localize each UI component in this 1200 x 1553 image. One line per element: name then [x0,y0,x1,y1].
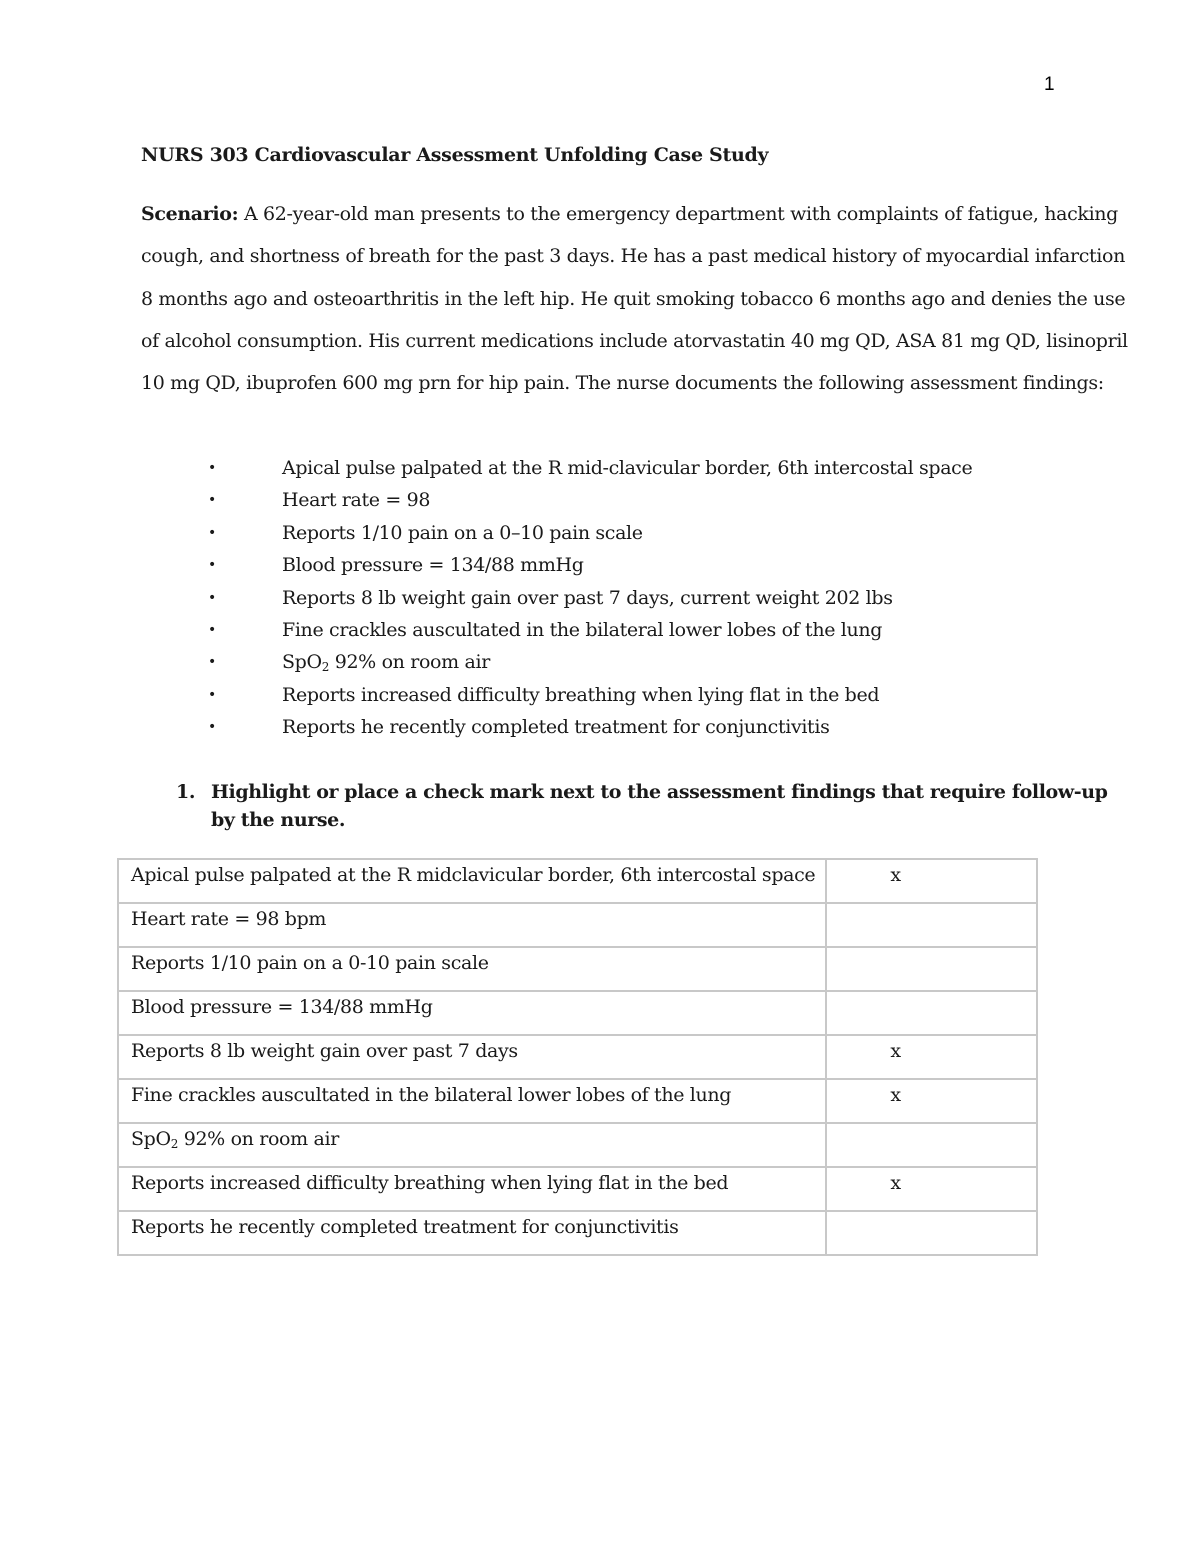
spo2-suffix: 92% on room air [329,651,490,674]
check-mark-cell[interactable] [826,1211,1037,1255]
check-mark-cell[interactable] [826,903,1037,947]
list-item [208,517,972,549]
scenario-label: Scenario: [141,203,239,225]
finding-text: Fine crackles auscultated in the bilateral lower lobes of the lung [282,618,883,641]
finding-cell: Reports increased difficulty breathing when lying flat in the bed [118,1167,826,1211]
table-row [118,1079,1037,1123]
question-1 [176,778,1136,834]
bullet-icon: • [208,460,216,476]
spo2-prefix: SpO [282,651,322,674]
finding-text: Reports 8 lb weight gain over past 7 days, current weight 202 lbs [282,586,893,609]
check-mark-cell[interactable]: x [826,1035,1037,1079]
bullet-icon: • [208,621,216,638]
list-item [208,711,972,743]
spo2-subscript: 2 [321,660,330,675]
table-row [118,1167,1037,1211]
finding-text: Blood pressure = 134/88 mmHg [282,554,584,577]
bullet-icon: • [208,492,216,509]
finding-cell: Reports he recently completed treatment for conjunctivitis [118,1211,826,1255]
bullet-icon: • [208,557,216,574]
table-row [118,991,1037,1035]
table-row [118,947,1037,991]
finding-text: Apical pulse palpated at the R mid-clavicular border, 6th intercostal space [282,457,973,479]
scenario-text: A 62-year-old man presents to the emergency department with complaints of fatigue, hacking cough, and shortness of breath for the past 3 days. He has a past medical history of myocardial infarction 8 months ago and osteoarthritis in the left hip. He quit smoking tobacco 6 months ago and denies the use of alcohol consumption. His current medications include atorvastatin 40 mg QD, ASA 81 mg QD, lisinopril 10 mg QD, ibuprofen 600 mg prn for hip pain. The nurse documents the following assessment findings: [141,203,1128,395]
scenario-paragraph [141,193,1136,404]
finding-text [282,646,490,678]
question-number: 1. [176,781,196,803]
bullet-icon: • [208,589,216,606]
list-item [208,614,972,646]
check-mark-cell[interactable]: x [826,1079,1037,1123]
table-row [118,1211,1037,1255]
check-mark-cell[interactable] [826,947,1037,991]
finding-text: Reports 1/10 pain on a 0–10 pain scale [282,521,643,544]
list-item [208,549,972,581]
finding-cell: Fine crackles auscultated in the bilateral lower lobes of the lung [118,1079,826,1123]
list-item [208,646,972,678]
check-mark-cell[interactable] [826,1123,1037,1167]
finding-cell [118,1123,826,1167]
list-item [208,679,972,711]
document-title: NURS 303 Cardiovascular Assessment Unfolding Case Study [141,144,769,166]
finding-cell: Reports 8 lb weight gain over past 7 days [118,1035,826,1079]
finding-cell: Apical pulse palpated at the R midclavicular border, 6th intercostal space [118,859,826,903]
question-text: Highlight or place a check mark next to the assessment findings that require follow-up by the nurse. [211,781,1108,831]
list-item [208,484,972,516]
spo2-suffix: 92% on room air [178,1128,339,1150]
assessment-findings-list [208,452,972,744]
spo2-prefix: SpO [131,1128,171,1150]
table-row [118,1123,1037,1167]
check-mark-cell[interactable]: x [826,859,1037,903]
findings-checklist-table [117,858,1038,1256]
list-item [208,582,972,614]
bullet-icon: • [208,719,216,736]
finding-text: Reports increased difficulty breathing when lying flat in the bed [282,683,880,706]
bullet-icon: • [208,686,216,703]
finding-cell: Blood pressure = 134/88 mmHg [118,991,826,1035]
bullet-icon: • [208,524,216,541]
spo2-subscript: 2 [170,1137,179,1151]
table-row [118,859,1037,903]
finding-text: Heart rate = 98 [282,489,431,512]
table-row [118,903,1037,947]
check-mark-cell[interactable]: x [826,1167,1037,1211]
list-item [208,452,972,484]
finding-cell: Reports 1/10 pain on a 0-10 pain scale [118,947,826,991]
page-number: 1 [1044,74,1055,95]
bullet-icon: • [208,654,216,671]
table-row [118,1035,1037,1079]
finding-cell: Heart rate = 98 bpm [118,903,826,947]
check-mark-cell[interactable] [826,991,1037,1035]
finding-text: Reports he recently completed treatment for conjunctivitis [282,716,830,739]
